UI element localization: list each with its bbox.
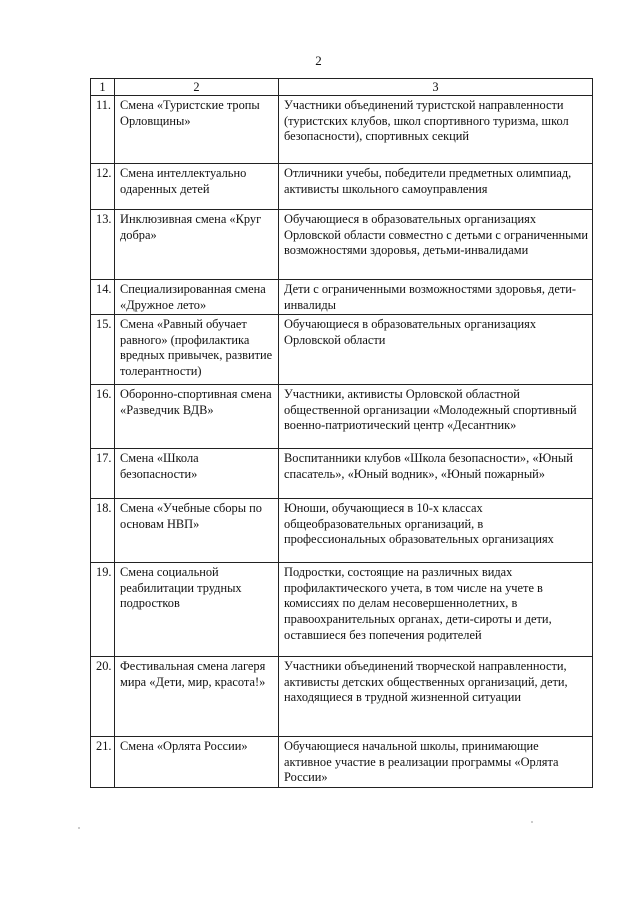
table-row xyxy=(91,563,593,657)
row-number: 21. xyxy=(91,737,115,788)
program-name: Смена «Учебные сборы по основам НВП» xyxy=(115,499,279,563)
program-participants: Подростки, состоящие на различных видах профилактического учета, в том числе на учете в комиссиях по делам несовершеннолетних, в правоохранительных органах, дети-сироты и дети, оставшиеся без попечения родителей xyxy=(279,563,593,657)
program-participants: Участники объединений туристской направленности (туристских клубов, школ спортивного туризма, школ безопасности), спортивных секций xyxy=(279,96,593,164)
scan-speck xyxy=(78,827,80,829)
program-participants: Участники, активисты Орловской областной общественной организации «Молодежный спортивный военно-патриотический центр «Десантник» xyxy=(279,385,593,449)
program-name: Смена «Туристские тропы Орловщины» xyxy=(115,96,279,164)
row-number: 11. xyxy=(91,96,115,164)
scan-speck xyxy=(531,821,533,823)
program-name: Смена «Орлята России» xyxy=(115,737,279,788)
program-participants: Участники объединений творческой направленности, активисты детских общественных организаций, дети, находящиеся в трудной жизненной ситуации xyxy=(279,657,593,737)
program-name: Смена «Равный обучает равного» (профилактика вредных привычек, развитие толерантности) xyxy=(115,315,279,385)
program-name: Смена интеллектуально одаренных детей xyxy=(115,164,279,210)
program-name: Смена социальной реабилитации трудных подростков xyxy=(115,563,279,657)
table-header-row xyxy=(91,79,593,96)
program-name: Оборонно-спортивная смена «Разведчик ВДВ» xyxy=(115,385,279,449)
program-name: Инклюзивная смена «Круг добра» xyxy=(115,210,279,280)
program-participants: Обучающиеся в образовательных организациях Орловской области совместно с детьми с ограниченными возможностями здоровья, детьми-инвалидами xyxy=(279,210,593,280)
row-number: 18. xyxy=(91,499,115,563)
row-number: 20. xyxy=(91,657,115,737)
row-number: 12. xyxy=(91,164,115,210)
table-row xyxy=(91,385,593,449)
program-participants: Обучающиеся в образовательных организациях Орловской области xyxy=(279,315,593,385)
program-participants: Юноши, обучающиеся в 10-х классах общеобразовательных организаций, в профессиональных образовательных организациях xyxy=(279,499,593,563)
column-header-3: 3 xyxy=(279,79,593,96)
row-number: 17. xyxy=(91,449,115,499)
program-participants: Воспитанники клубов «Школа безопасности», «Юный спасатель», «Юный водник», «Юный пожарный» xyxy=(279,449,593,499)
programs-table xyxy=(90,78,593,788)
program-participants: Дети с ограниченными возможностями здоровья, дети-инвалиды xyxy=(279,280,593,315)
table-row xyxy=(91,657,593,737)
row-number: 15. xyxy=(91,315,115,385)
table-row xyxy=(91,164,593,210)
row-number: 19. xyxy=(91,563,115,657)
column-header-2: 2 xyxy=(115,79,279,96)
row-number: 14. xyxy=(91,280,115,315)
program-name: Фестивальная смена лагеря мира «Дети, мир, красота!» xyxy=(115,657,279,737)
table-row xyxy=(91,499,593,563)
table-row xyxy=(91,449,593,499)
table-row xyxy=(91,315,593,385)
table-row xyxy=(91,96,593,164)
program-participants: Обучающиеся начальной школы, принимающие активное участие в реализации программы «Орлята России» xyxy=(279,737,593,788)
page-number: 2 xyxy=(315,53,322,68)
table-row xyxy=(91,280,593,315)
program-name: Смена «Школа безопасности» xyxy=(115,449,279,499)
table-row xyxy=(91,737,593,788)
program-name: Специализированная смена «Дружное лето» xyxy=(115,280,279,315)
table-row xyxy=(91,210,593,280)
column-header-1: 1 xyxy=(91,79,115,96)
program-participants: Отличники учебы, победители предметных олимпиад, активисты школьного самоуправления xyxy=(279,164,593,210)
row-number: 16. xyxy=(91,385,115,449)
row-number: 13. xyxy=(91,210,115,280)
